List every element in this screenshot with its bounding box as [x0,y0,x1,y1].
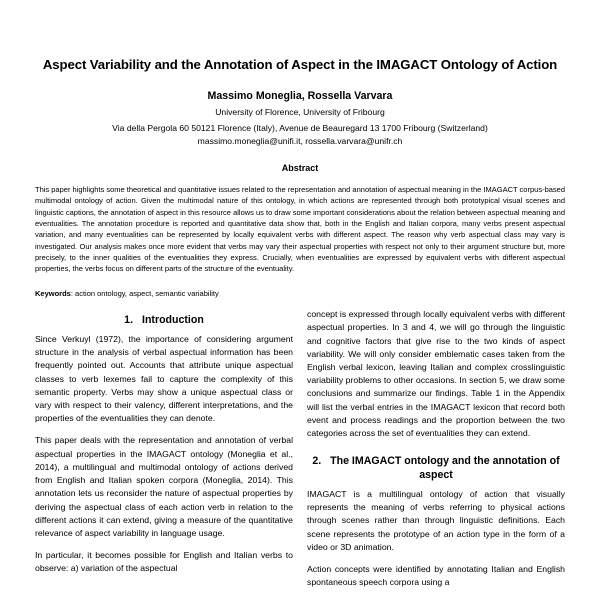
paragraph: In particular, it becomes possible for English and Italian verbs to observe: a) variation of the aspectual [35,550,293,574]
section-title: Introduction [142,314,204,327]
keywords-separator: : [70,288,76,298]
page-title: Aspect Variability and the Annotation of Aspect in the IMAGACT Ontology of Action [42,57,558,72]
author-list: Massimo Moneglia, Rossella Varvara [207,90,393,103]
postal-address: Via della Pergola 60 50121 Florence (Italy), Avenue de Beauregard 13 1700 Fribourg (Switzerland) [112,123,488,134]
section-heading-introduction [35,308,293,333]
body-columns [35,299,565,589]
author-emails: massimo.moneglia@unifi.it, rossella.varvara@unifr.ch [197,135,403,146]
section-number: 1. [124,314,134,327]
section-number: 2. [312,455,322,468]
abstract-text: This paper highlights some theoretical and quantitative issues related to the representation and annotation of aspectual meaning in the IMAGACT corpus-based multimodal ontology of action. Given the multimodal nature of this ontology, in which actions are represented through both prototypical visual scenes and linguistic captions, the annotation of aspect in this resource allows us to draw some important considerations about the relation between aspectual meaning and eventualities. The annotation procedure is reported and quantitative data show that, both in the English and Italian corpora, many verbs present aspectual variation, and many eventualities can be represented by locally equivalent verbs with different aspect. The reason why verb aspectual class may vary is investigated. Our analysis makes once more evident that verbs may vary their aspectual properties with respect not only to their argument structure but, more precisely, to the inner qualities of the eventualities they express. Crucially, when eventualities are expressed by equivalent verbs with different aspectual properties, the verbs focus on different parts of the structure of the eventuality. [35,184,565,274]
right-column [307,308,565,589]
left-column [35,308,293,589]
section-title: The IMAGACT ontology and the annotation of aspect [330,455,560,482]
paragraph: Since Verkuyl (1972), the importance of considering argument structure in the analysis of verbal aspectual information has been frequently pointed out. Accounts that attribute unique aspectual classes to verb lexemes fail to capture the complexity of this semantic property. Verbs may show a unique aspectual class or vary with respect to their valency, different interpretations, and the properties of the eventualities they can denote. [35,333,293,424]
paragraph: concept is expressed through locally equivalent verbs with different aspectual properties. In 3 and 4, we will go through the linguistic and cognitive factors that give rise to the two kinds of aspect variability. We will only consider emblematic cases taken from the English verbal lexicon, leaving Italian and complex crosslinguistic variability problems to other occasions. In section 5, we draw some conclusions and summarize our findings. Table 1 in the Appendix will list the verbal entries in the IMAGACT lexicon that record both event and process readings and the proportion between the two categories across the set of eventualities they can extend. [307,309,565,439]
affiliation: University of Florence, University of Fribourg [215,107,385,118]
section-heading-imagact-ontology [307,449,565,488]
keywords [35,275,565,299]
keywords-value: action ontology, aspect, semantic variability [75,288,219,298]
keywords-label: Keywords [35,288,71,298]
abstract-heading: Abstract [281,162,319,173]
paragraph: IMAGACT is a multilingual ontology of action that visually represents the meaning of verbs referring to physical actions through scenes rather than through linguistic definitions. Each scene represents the prototype of an action type in the form of a video or 3D animation. [307,488,565,552]
paragraph: Action concepts were identified by annotating Italian and English spontaneous speech corpora using a [307,563,565,588]
paragraph: This paper deals with the representation and annotation of verbal aspectual properties in the IMAGACT ontology (Moneglia et al., 2014), a multilingual and multimodal ontology of actions derived from English and Italian spoken corpora (Moneglia, 2014). This annotation lets us reconsider the nature of aspectual properties by deriving the aspectual class of each action verb in relation to the different actions it can extend, giving a measure of the quantitative relevance of aspect variability in language usage. [35,435,293,538]
